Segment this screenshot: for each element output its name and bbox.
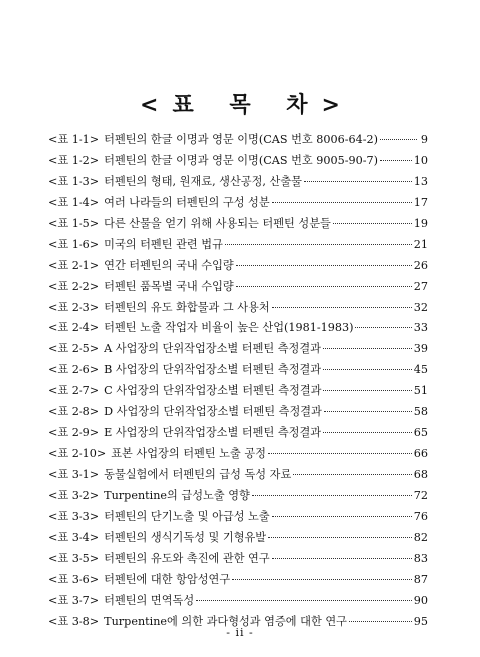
page-ref: 51: [413, 384, 428, 398]
toc-entry: [48, 424, 428, 445]
page-ref: 68: [413, 468, 428, 481]
toc-entry: [48, 445, 428, 466]
page-ref: 72: [413, 488, 428, 502]
table-title: Turpentine의 급성노출 영향: [104, 488, 250, 502]
table-title: A 사업장의 단위작업장소별 터펜틴 측정결과: [104, 342, 321, 356]
toc-entry: [48, 173, 428, 194]
table-title: 터펜틴에 대한 항암성연구: [104, 572, 231, 586]
dot-leader: [323, 432, 412, 433]
table-title: 터펜틴의 단기노출 및 아급성 노출: [104, 509, 270, 523]
table-number: <표 2-8>: [48, 405, 100, 419]
table-title: 다른 산물을 얻기 위해 사용되는 터펜틴 성분들: [104, 216, 331, 230]
toc-entry: [48, 382, 428, 403]
toc-entry: [48, 529, 428, 550]
table-title: 터펜틴의 한글 이명과 영문 이명(CAS 번호 9005-90-7): [104, 153, 379, 167]
dot-leader: [323, 390, 411, 391]
page-ref: 66: [413, 447, 428, 461]
dot-leader: [324, 411, 412, 412]
page-ref: 82: [413, 530, 428, 544]
page-ref: 39: [413, 342, 428, 356]
table-number: <표 3-3>: [48, 509, 100, 523]
dot-leader: [304, 181, 412, 182]
dot-leader: [268, 453, 412, 454]
page-ref: 27: [413, 279, 428, 293]
toc-entry: [48, 487, 428, 508]
table-number: <표 1-4>: [48, 195, 100, 209]
dot-leader: [349, 621, 412, 622]
toc-entry: [48, 466, 428, 487]
toc-entry: [48, 236, 428, 257]
page-ref: 32: [413, 300, 428, 314]
toc-entry: [48, 299, 428, 320]
table-title: 터펜틴 노출 작업자 비율이 높은 산업(1981-1983): [104, 321, 354, 335]
table-title: 터펜틴의 유도와 촉진에 관한 연구: [104, 551, 270, 565]
table-number: <표 2-3>: [48, 300, 100, 314]
page-ref: 58: [413, 405, 428, 419]
toc-entry: [48, 194, 428, 215]
dot-leader: [272, 558, 412, 559]
toc-entry: [48, 550, 428, 571]
table-title: 미국의 터펜틴 관련 법규: [104, 237, 223, 251]
page-ref: 95: [413, 614, 428, 628]
table-number: <표 3-8>: [48, 614, 100, 628]
table-title: 터펜틴의 유도 화합물과 그 사용처: [104, 300, 270, 314]
dot-leader: [272, 516, 412, 517]
table-number: <표 2-2>: [48, 279, 100, 293]
toc-entry: [48, 571, 428, 592]
table-number: <표 3-6>: [48, 572, 100, 586]
toc-entry: [48, 508, 428, 529]
page-number: - ii -: [226, 626, 254, 639]
page-ref: 45: [413, 363, 428, 377]
table-title: D 사업장의 단위작업장소별 터펜틴 측정결과: [104, 405, 322, 419]
table-title: B 사업장의 단위작업장소별 터펜틴 측정결과: [104, 363, 322, 377]
dot-leader: [236, 286, 412, 287]
page-ref: 76: [413, 509, 428, 523]
toc-entry: [48, 131, 428, 152]
dot-leader: [323, 348, 412, 349]
table-number: <표 3-7>: [48, 593, 100, 607]
page-title: <표 목 차>: [140, 92, 354, 118]
table-title: 터펜틴의 형태, 원재료, 생산공정, 산출물: [104, 174, 302, 188]
page-ref: 9: [420, 133, 428, 146]
page-ref: 19: [413, 216, 428, 230]
table-number: <표 3-2>: [48, 488, 100, 502]
dot-leader: [225, 244, 412, 245]
table-number: <표 2-9>: [48, 426, 100, 440]
page-ref: 65: [413, 426, 428, 440]
table-number: <표 1-1>: [48, 133, 100, 146]
toc-entry: [48, 340, 428, 361]
page-ref: 21: [413, 237, 428, 251]
table-title: 표본 사업장의 터펜틴 노출 공정: [111, 447, 266, 461]
table-title: E 사업장의 단위작업장소별 터펜틴 측정결과: [104, 426, 322, 440]
page-ref: 17: [413, 195, 428, 209]
dot-leader: [355, 327, 411, 328]
table-title: 터펜틴의 면역독성: [104, 593, 195, 607]
dot-leader: [272, 307, 412, 308]
table-number: <표 2-7>: [48, 384, 100, 398]
table-number: <표 2-10>: [48, 447, 107, 461]
dot-leader: [196, 600, 412, 601]
page-ref: 83: [413, 551, 428, 565]
toc-entry: [48, 361, 428, 382]
table-number: <표 2-5>: [48, 342, 100, 356]
table-title: 연간 터펜틴의 국내 수입량: [104, 258, 234, 272]
table-number: <표 3-1>: [48, 468, 100, 481]
toc-entry: [48, 403, 428, 424]
table-title: 동물실험에서 터펜틴의 급성 독성 자료: [104, 468, 292, 481]
table-number: <표 2-1>: [48, 258, 100, 272]
dot-leader: [293, 474, 411, 475]
table-title: 터펜틴의 생식기독성 및 기형유발: [104, 530, 267, 544]
table-number: <표 2-6>: [48, 363, 100, 377]
table-number: <표 1-5>: [48, 216, 100, 230]
table-number: <표 2-4>: [48, 321, 100, 335]
dot-leader: [252, 495, 412, 496]
table-title: 여러 나라들의 터펜틴의 구성 성분: [104, 195, 270, 209]
dot-leader: [232, 579, 412, 580]
toc-entry: [48, 152, 428, 173]
toc-entry: [48, 215, 428, 236]
page-ref: 33: [413, 321, 428, 335]
table-title: C 사업장의 단위작업장소별 터펜틴 측정결과: [104, 384, 322, 398]
table-number: <표 1-3>: [48, 174, 100, 188]
table-of-contents: [48, 131, 428, 634]
table-title: Turpentine에 의한 과다형성과 염증에 대한 연구: [104, 614, 347, 628]
dot-leader: [380, 160, 412, 161]
page-ref: 10: [413, 153, 428, 167]
toc-entry: [48, 257, 428, 278]
toc-entry: [48, 592, 428, 613]
page-ref: 13: [413, 174, 428, 188]
toc-entry: [48, 319, 428, 340]
page-ref: 90: [413, 593, 428, 607]
dot-leader: [272, 202, 412, 203]
dot-leader: [380, 139, 417, 140]
dot-leader: [323, 369, 412, 370]
dot-leader: [236, 265, 412, 266]
table-title: 터펜틴 품목별 국내 수입량: [104, 279, 234, 293]
dot-leader: [333, 223, 412, 224]
page-ref: 26: [413, 258, 428, 272]
table-number: <표 3-5>: [48, 551, 100, 565]
table-title: 터펜틴의 한글 이명과 영문 이명(CAS 번호 8006-64-2): [104, 133, 379, 146]
toc-entry: [48, 278, 428, 299]
table-number: <표 1-2>: [48, 153, 100, 167]
dot-leader: [268, 537, 412, 538]
table-number: <표 3-4>: [48, 530, 100, 544]
table-number: <표 1-6>: [48, 237, 100, 251]
page-ref: 87: [413, 572, 428, 586]
